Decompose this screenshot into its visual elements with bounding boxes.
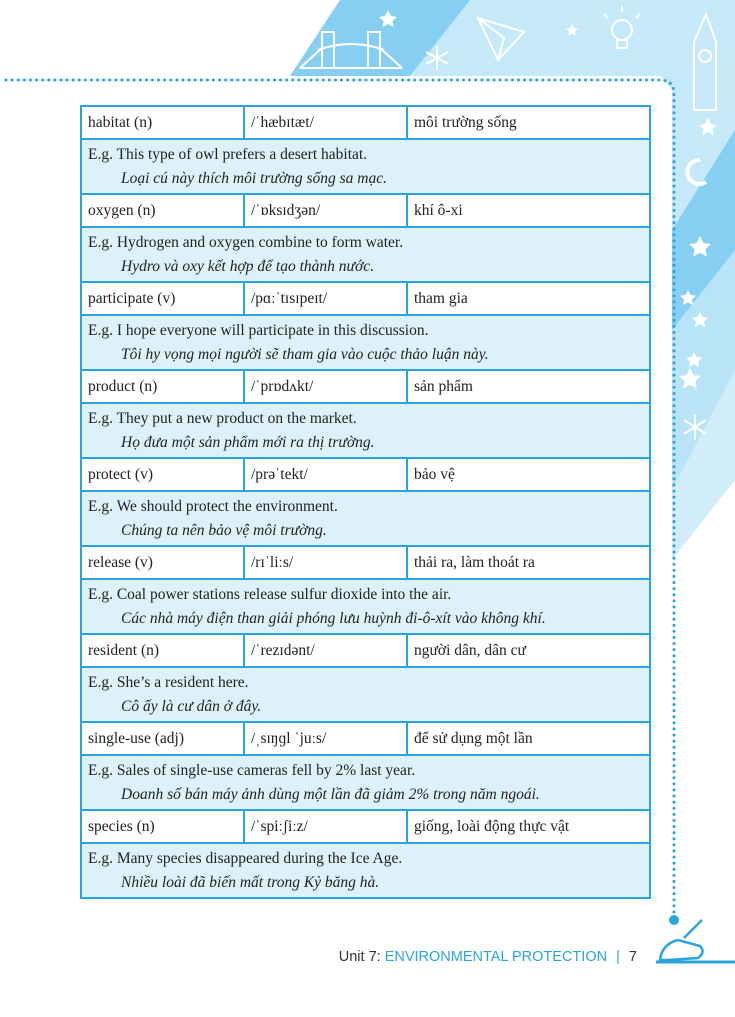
ipa-cell: /pɑːˈtɪsɪpeɪt/: [244, 282, 407, 315]
meaning-cell: môi trường sống: [407, 106, 650, 139]
example-english: E.g. Sales of single-use cameras fell by 2% last year.: [88, 761, 416, 779]
example-cell: [81, 491, 650, 546]
meaning-cell: sản phẩm: [407, 370, 650, 403]
example-cell: [81, 403, 650, 458]
ipa-cell: /prəˈtekt/: [244, 458, 407, 491]
example-english: E.g. Hydrogen and oxygen combine to form water.: [88, 233, 404, 251]
word-cell: species (n): [81, 810, 244, 843]
vocab-row: [81, 106, 650, 139]
example-english: E.g. They put a new product on the market.: [88, 409, 357, 427]
ipa-cell: /ˈprɒdʌkt/: [244, 370, 407, 403]
vocab-row: [81, 546, 650, 579]
vocab-row: [81, 458, 650, 491]
example-row: [81, 315, 650, 370]
big-ben-icon: [694, 14, 716, 110]
ipa-cell: /ˈɒksɪdʒən/: [244, 194, 407, 227]
example-row: [81, 227, 650, 282]
meaning-cell: bảo vệ: [407, 458, 650, 491]
example-vietnamese: Doanh số bán máy ảnh dùng một lần đã giảm 2% trong năm ngoái.: [121, 785, 540, 803]
example-cell: [81, 667, 650, 722]
word-cell: single-use (adj): [81, 722, 244, 755]
star-icon: [566, 24, 578, 36]
bridge-icon: [300, 32, 402, 68]
example-english: E.g. We should protect the environment.: [88, 497, 338, 515]
star-icon: [689, 236, 711, 257]
vocab-row: [81, 194, 650, 227]
vocabulary-table: [80, 105, 651, 899]
word-cell: participate (v): [81, 282, 244, 315]
example-vietnamese: Các nhà máy điện than giải phóng lưu huỳnh đi-ô-xít vào không khí.: [121, 609, 546, 627]
meaning-cell: để sử dụng một lần: [407, 722, 650, 755]
frame-end-dot: [669, 915, 679, 925]
example-english: E.g. Coal power stations release sulfur dioxide into the air.: [88, 585, 452, 603]
word-cell: habitat (n): [81, 106, 244, 139]
vocab-row: [81, 634, 650, 667]
paper-plane-icon: [478, 18, 524, 60]
example-row: [81, 843, 650, 898]
footer-topic: ENVIRONMENTAL PROTECTION: [384, 949, 608, 965]
example-english: E.g. I hope everyone will participate in this discussion.: [88, 321, 429, 339]
example-cell: [81, 579, 650, 634]
horseshoe-icon: [687, 160, 706, 184]
star-icon: [686, 352, 702, 367]
ipa-cell: /ˌsɪŋɡl ˈjuːs/: [244, 722, 407, 755]
example-row: [81, 579, 650, 634]
ipa-cell: /ˈrezɪdənt/: [244, 634, 407, 667]
ipa-cell: /ˈhæbɪtæt/: [244, 106, 407, 139]
example-cell: [81, 227, 650, 282]
ipa-cell: /rɪˈliːs/: [244, 546, 407, 579]
example-vietnamese: Tôi hy vọng mọi người sẽ tham gia vào cuộc thảo luận này.: [121, 345, 489, 363]
example-english: E.g. She’s a resident here.: [88, 673, 249, 691]
example-vietnamese: Họ đưa một sản phẩm mới ra thị trường.: [121, 433, 375, 451]
word-cell: product (n): [81, 370, 244, 403]
snowflake-icon: [426, 46, 448, 70]
meaning-cell: người dân, dân cư: [407, 634, 650, 667]
ipa-cell: /ˈspiːʃiːz/: [244, 810, 407, 843]
meaning-cell: thải ra, làm thoát ra: [407, 546, 650, 579]
example-row: [81, 491, 650, 546]
word-cell: release (v): [81, 546, 244, 579]
example-vietnamese: Nhiều loài đã biến mất trong Kỷ băng hà.: [121, 873, 380, 891]
example-vietnamese: Hydro và oxy kết hợp để tạo thành nước.: [121, 257, 374, 275]
pencil-hand-icon: [660, 920, 703, 960]
footer-unit: Unit 7:: [338, 949, 381, 965]
meaning-cell: giống, loài động thực vật: [407, 810, 650, 843]
page-footer: [339, 949, 637, 965]
star-icon: [699, 118, 717, 135]
footer-separator: |: [616, 949, 620, 965]
word-cell: oxygen (n): [81, 194, 244, 227]
example-row: [81, 667, 650, 722]
star-icon: [679, 368, 701, 389]
lightbulb-icon: [604, 6, 640, 48]
example-row: [81, 139, 650, 194]
star-icon: [379, 10, 397, 27]
example-cell: [81, 755, 650, 810]
example-english: E.g. Many species disappeared during the Ice Age.: [88, 849, 403, 867]
example-vietnamese: Chúng ta nên bảo vệ môi trường.: [121, 521, 327, 539]
star-icon: [680, 290, 696, 305]
meaning-cell: tham gia: [407, 282, 650, 315]
vocab-row: [81, 722, 650, 755]
vocab-row: [81, 370, 650, 403]
word-cell: protect (v): [81, 458, 244, 491]
snowflake-icon: [684, 414, 706, 440]
example-cell: [81, 315, 650, 370]
star-icon: [692, 312, 708, 327]
example-cell: [81, 843, 650, 898]
meaning-cell: khí ô-xi: [407, 194, 650, 227]
example-row: [81, 403, 650, 458]
vocab-row: [81, 282, 650, 315]
example-english: E.g. This type of owl prefers a desert habitat.: [88, 145, 368, 163]
example-vietnamese: Loại cú này thích môi trường sống sa mạc.: [121, 169, 388, 187]
example-cell: [81, 139, 650, 194]
page-number: 7: [628, 949, 637, 965]
vocab-row: [81, 810, 650, 843]
example-row: [81, 755, 650, 810]
example-vietnamese: Cô ấy là cư dân ở đây.: [121, 697, 262, 715]
word-cell: resident (n): [81, 634, 244, 667]
